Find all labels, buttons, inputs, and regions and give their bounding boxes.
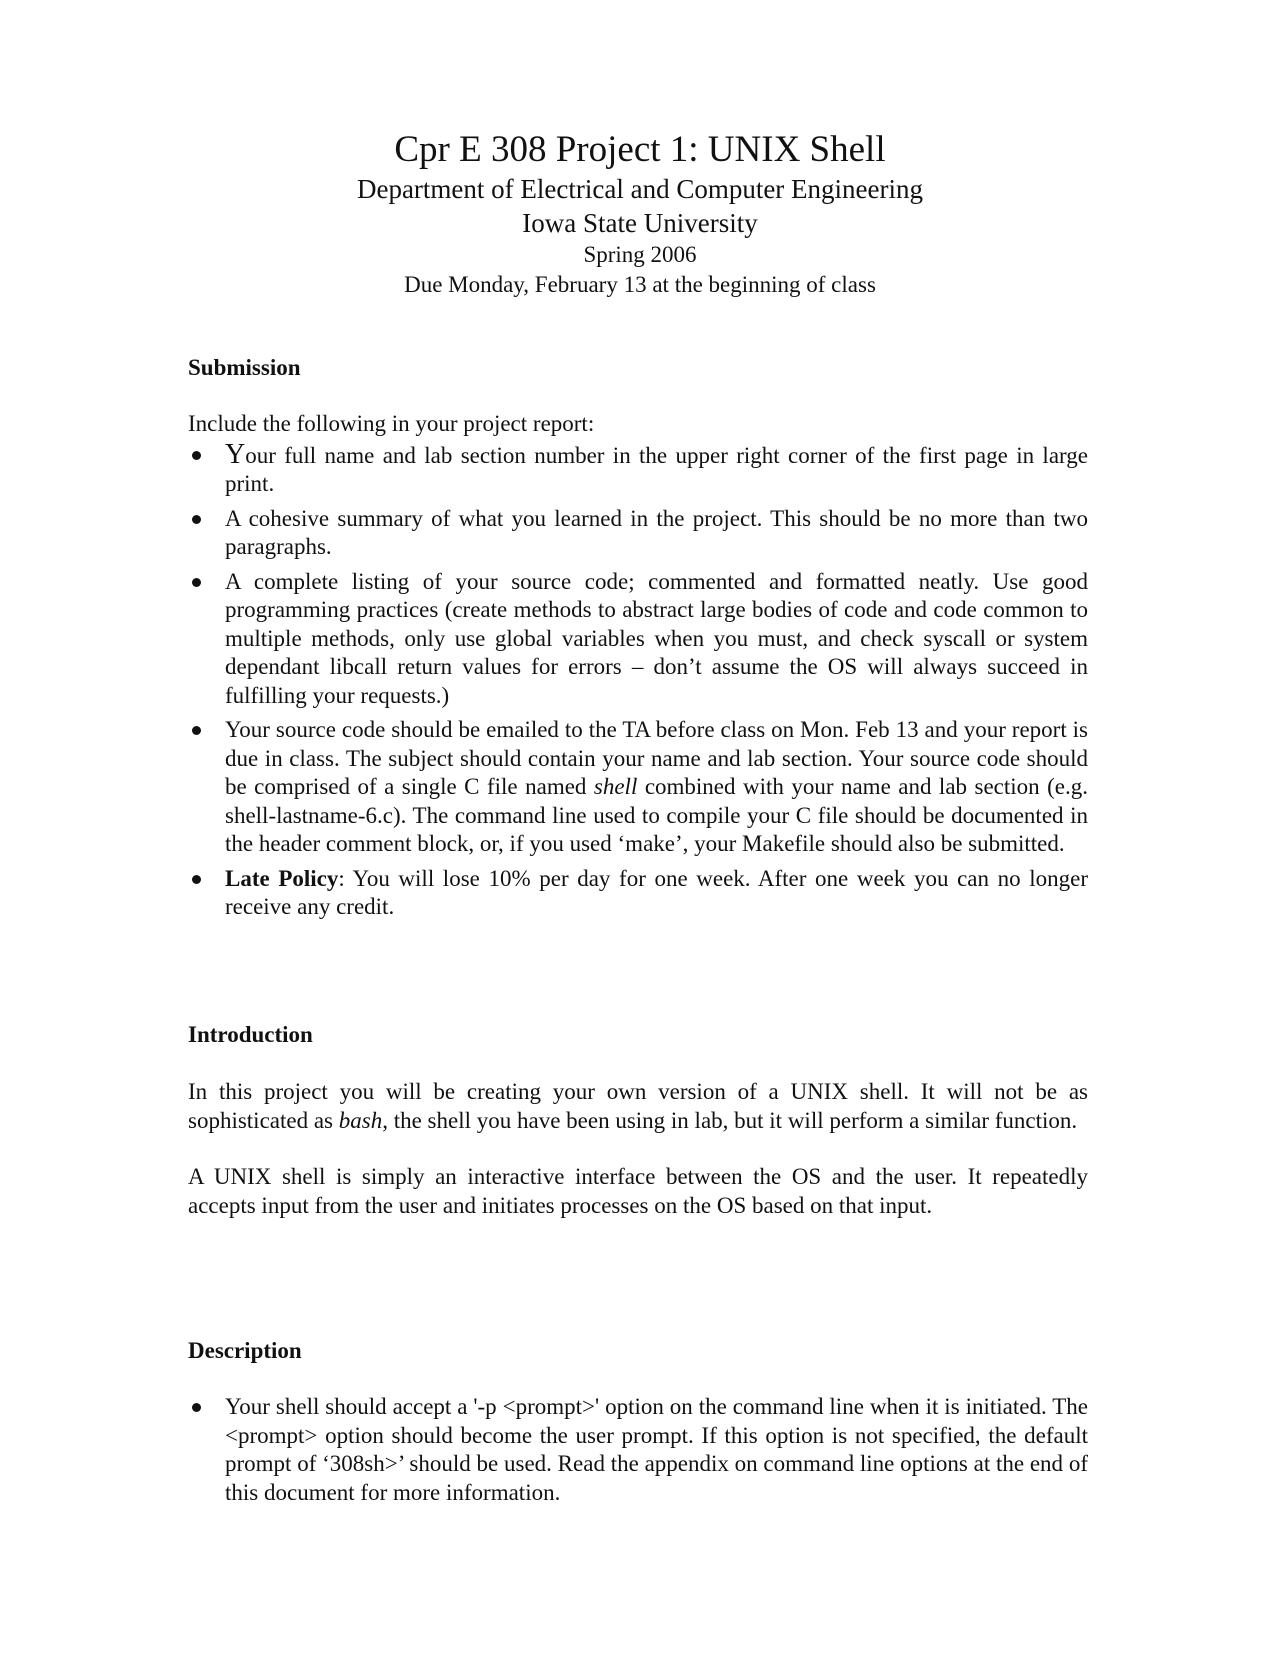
paragraph-text: , the shell you have been using in lab, but it will perform a similar function. [382,1107,1078,1133]
bullet-icon [192,875,201,884]
paragraph-italic: bash [338,1107,383,1133]
item-bold: Late Policy [225,865,339,891]
list-item [188,438,1088,499]
item-text: combined with your name and lab section (e.g. shell-lastname-6.c). The command line used to compile your C file should be documented in the header comment block, or, if you used ‘make’, your Makefile should also be submitted. [225,774,1088,856]
submission-section [188,410,1088,928]
university-name: Iowa State University [522,208,758,238]
document-title: Cpr E 308 Project 1: UNIX Shell [394,129,886,170]
bullet-icon [192,1403,201,1412]
introduction-paragraph-2: A UNIX shell is simply an interactive interface between the OS and the user. It repeatedly accepts input from the user and initiates processes on the OS based on that input. [188,1164,1088,1218]
introduction-paragraph-1 [188,1078,1088,1135]
item-text: Your shell should accept a '-p <prompt>' option on the command line when it is initiated. The <prompt> option should become the user prompt. If this option is not specified, the default prompt of ‘308sh>’ should be used. Read the appendix on command line options at the end of this document for more information. [225,1394,1088,1505]
paragraph-text: In this project you will be creating your own version of a UNIX shell. It will not be as sophisticated as [188,1079,1088,1133]
due-date: Due Monday, February 13 at the beginning of class [404,272,876,297]
item-text: our full name and lab section number in the upper right corner of the first page in large print. [225,442,1088,496]
title-block [0,128,1280,300]
item-text: : You will lose 10% per day for one week. After one week you can no longer receive any credit. [225,865,1088,919]
introduction-section [188,1078,1088,1220]
bullet-icon [192,578,201,587]
bullet-icon [192,515,201,524]
list-item [188,505,1088,562]
submission-intro: Include the following in your project report: [188,411,595,436]
item-text: A cohesive summary of what you learned in the project. This should be no more than two paragraphs. [225,505,1088,559]
list-item [188,865,1088,922]
description-list [188,1393,1088,1507]
bullet-icon [192,726,201,735]
term: Spring 2006 [583,242,697,267]
item-italic: shell [593,774,638,799]
submission-list [188,438,1088,922]
item-initial: Y [225,438,246,470]
list-item [188,716,1088,859]
description-heading: Description [188,1338,302,1363]
list-item [188,568,1088,711]
introduction-heading: Introduction [188,1022,313,1047]
item-text: A complete listing of your source code; commented and formatted neatly. Use good programming practices (create methods to abstract large bodies of code and code common to multiple methods, only use global variables when you must, and check syscall or system dependant libcall return values for errors – don’t assume the OS will always succeed in fulfilling your requests.) [225,568,1088,708]
bullet-icon [192,451,201,460]
submission-heading: Submission [188,355,301,380]
list-item [188,1393,1088,1507]
item-text: Your source code should be emailed to the TA before class on Mon. Feb 13 and your report is due in class. The subject should contain your name and lab section. Your source code should be comprised of a single C file named [225,717,1088,799]
department-name: Department of Electrical and Computer Engineering [356,174,924,204]
description-section [188,1393,1088,1513]
